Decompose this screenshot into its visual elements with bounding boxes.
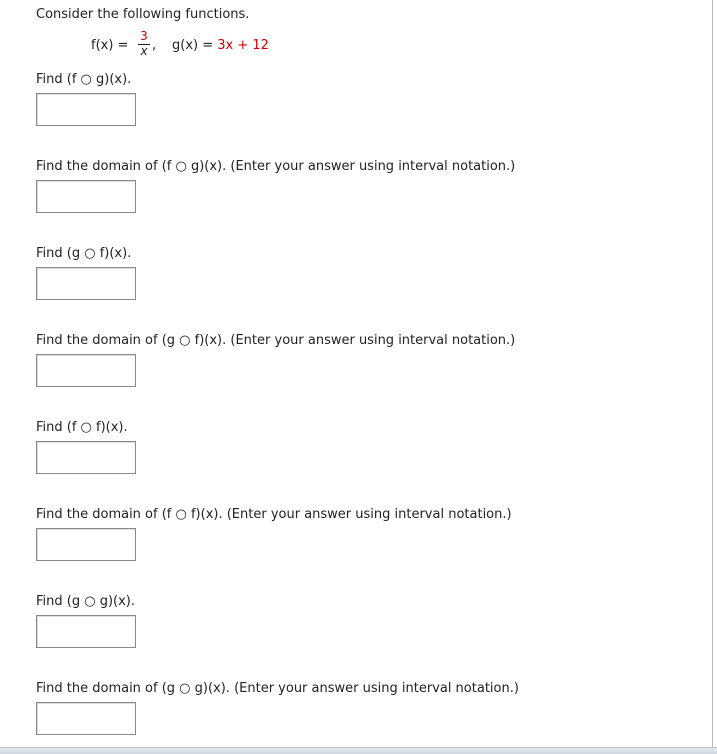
- answer-input-3[interactable]: [36, 267, 136, 300]
- question-2-prompt: Find the domain of (f ○ g)(x). (Enter your answer using interval notation.): [36, 159, 516, 174]
- answer-input-4[interactable]: [36, 354, 136, 387]
- question-6-prompt: Find the domain of (f ○ f)(x). (Enter your answer using interval notation.): [36, 507, 512, 522]
- question-5-prompt: Find (f ○ f)(x).: [36, 420, 128, 435]
- answer-input-6[interactable]: [36, 528, 136, 561]
- answer-input-8[interactable]: [36, 702, 136, 735]
- separator-comma: ,: [152, 38, 157, 53]
- answer-input-7[interactable]: [36, 615, 136, 648]
- answer-input-2[interactable]: [36, 180, 136, 213]
- window-bottom-bar: [0, 747, 717, 754]
- question-3-prompt: Find (g ○ f)(x).: [36, 246, 132, 261]
- problem-intro: Consider the following functions.: [36, 7, 250, 22]
- question-4-prompt: Find the domain of (g ○ f)(x). (Enter your answer using interval notation.): [36, 333, 516, 348]
- question-1-prompt: Find (f ○ g)(x).: [36, 72, 132, 87]
- f-fraction: [138, 30, 150, 58]
- question-8-prompt: Find the domain of (g ○ g)(x). (Enter your answer using interval notation.): [36, 681, 519, 696]
- answer-input-5[interactable]: [36, 441, 136, 474]
- g-expression: 3x + 12: [217, 38, 269, 53]
- f-numerator: 3: [140, 29, 148, 43]
- g-definition: [172, 38, 269, 53]
- f-denominator: x: [140, 44, 148, 58]
- g-label: g(x) =: [172, 38, 214, 53]
- f-label: f(x) =: [91, 38, 129, 53]
- answer-input-1[interactable]: [36, 93, 136, 126]
- question-7-prompt: Find (g ○ g)(x).: [36, 594, 135, 609]
